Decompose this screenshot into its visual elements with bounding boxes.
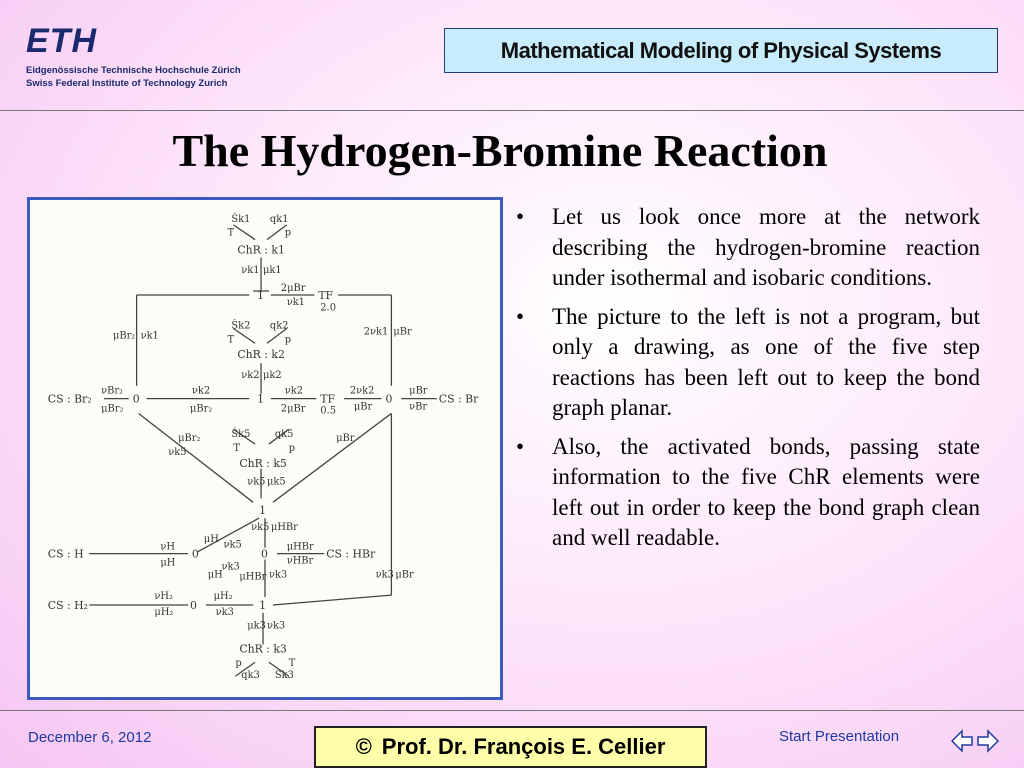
next-arrow-icon[interactable] <box>978 731 998 751</box>
label-mu-br2-diag: μBr₂ <box>178 433 201 445</box>
bullet-list <box>510 202 980 562</box>
label-cs-h2: CS : H₂ <box>47 598 88 612</box>
bullet-text: Also, the activated bonds, passing state information to the five ChR elements were left out in order to keep the bond graph clean and well readable. <box>552 433 980 550</box>
label-mu-hbr-k3: μHBr <box>239 571 267 583</box>
label-tf-mid: TF <box>320 392 336 406</box>
label-nu-k2: νk2 <box>241 369 260 381</box>
label-nu-k5: νk5 <box>247 476 266 488</box>
bullet-dot: • <box>516 303 525 329</box>
label-nu-k5-diag: νk5 <box>168 446 187 458</box>
label-q-k3: qk3 <box>241 670 260 682</box>
bond-graph-svg <box>30 200 500 697</box>
label-junction-zero-h: 0 <box>191 547 199 561</box>
label-chr-k5: ChR : k5 <box>239 456 287 470</box>
label-p-k3: p <box>235 658 242 670</box>
label-nu-k3-mid: νk3 <box>215 606 234 618</box>
label-nu-k2-mid2: νk2 <box>284 385 303 397</box>
label-mu-br2-left: μBr₂ <box>112 330 136 342</box>
label-p-k5: p <box>288 442 296 454</box>
label-s-k2: Ṡk2 <box>231 320 251 332</box>
course-title: Mathematical Modeling of Physical Systems <box>500 37 942 63</box>
bullet-item <box>510 302 980 424</box>
bullet-text: Let us look once more at the network describing the hydrogen-bromine reaction under isothermal and isobaric conditions. <box>552 204 980 290</box>
label-q-k5: qk5 <box>274 429 294 441</box>
navigation-arrows <box>950 727 1000 755</box>
label-two-mu-br-top: 2μBr <box>280 283 306 295</box>
label-nu-k1-top: νk1 <box>286 296 305 308</box>
top-divider <box>0 110 1024 111</box>
eth-logo <box>26 24 266 94</box>
label-cs-br2: CS : Br₂ <box>47 392 92 406</box>
course-title-box <box>444 28 998 73</box>
label-junction-zero-h2: 0 <box>189 598 197 612</box>
label-nu-k1: νk1 <box>241 265 260 277</box>
label-s-k1: Ṡk1 <box>231 213 251 225</box>
label-chr-k3: ChR : k3 <box>239 642 287 656</box>
label-mu-h: μH <box>160 557 176 569</box>
label-nu-k3-low: νk3 <box>221 561 240 573</box>
bond-graph-diagram <box>27 197 503 700</box>
label-mu-br-mid: μBr <box>353 401 373 413</box>
label-cs-h: CS : H <box>47 547 84 561</box>
label-tf-top-ratio: 2.0 <box>320 302 336 314</box>
label-mu-k5: μk5 <box>266 476 286 488</box>
label-chr-k2: ChR : k2 <box>237 348 285 362</box>
label-tf-top: TF <box>318 288 334 302</box>
eth-logo-line-german: Eidgenössische Technische Hochschule Zürich <box>26 65 241 76</box>
bullet-item <box>510 202 980 294</box>
label-nu-k3-right: νk3 <box>268 569 288 581</box>
slide-title: The Hydrogen-Bromine Reaction <box>172 125 828 176</box>
bullet-dot: • <box>516 433 525 459</box>
label-nu-k3-far: νk3 <box>375 569 394 581</box>
label-nu-k3: νk3 <box>266 620 286 632</box>
label-nu-br2-mid: νBr₂ <box>101 385 123 397</box>
label-s-k3: Ṡk3 <box>274 670 294 682</box>
label-q-k1: qk1 <box>269 213 289 225</box>
label-two-nu-k2: 2νk2 <box>349 385 375 397</box>
label-mu-h2-mid: μH₂ <box>213 591 233 603</box>
label-junction-zero-left: 0 <box>132 392 140 406</box>
footer-date: December 6, 2012 <box>28 729 152 746</box>
label-junction-one-k5: 1 <box>259 504 266 518</box>
label-nu-k1-left: νk1 <box>140 330 159 342</box>
label-t-k1: T <box>227 227 235 239</box>
label-p-k2: p <box>284 334 292 346</box>
label-nu-k5-low: νk5 <box>251 521 270 533</box>
label-s-k5: Ṡk5 <box>231 429 251 441</box>
start-presentation-link[interactable]: Start Presentation <box>779 728 900 745</box>
label-t-k2: T <box>227 334 235 346</box>
label-mu-h2: μH₂ <box>154 606 174 618</box>
label-t-k5: T <box>233 442 240 454</box>
bullet-text: The picture to the left is not a program, but only a drawing, as one of the five step reactions has been left out to keep the bond graph planar. <box>552 303 980 420</box>
label-mu-h-diag: μH <box>203 533 219 545</box>
label-mu-hbr-low: μHBr <box>270 521 298 533</box>
navigation-arrows-svg <box>950 727 1000 755</box>
label-chr-k1: ChR : k1 <box>237 243 285 257</box>
label-tf-mid-ratio: 0.5 <box>320 405 336 417</box>
eth-logo-line-english: Swiss Federal Institute of Technology Zurich <box>26 78 228 89</box>
label-junction-one-top: 1 <box>257 288 265 302</box>
label-mu-br-right2: μBr <box>409 385 428 397</box>
label-two-mu-br-mid: 2μBr <box>280 403 306 415</box>
label-mu-k1: μk1 <box>263 265 282 277</box>
label-junction-zero-hbr: 0 <box>261 547 268 561</box>
label-mu-h-low: μH <box>207 569 223 581</box>
label-nu-k5-diag2: νk5 <box>223 539 242 551</box>
label-mu-br2-mid2: μBr₂ <box>189 403 213 415</box>
previous-arrow-icon[interactable] <box>952 731 972 751</box>
label-mu-k2: μk2 <box>263 369 282 381</box>
label-mu-br2-mid: μBr₂ <box>101 403 124 415</box>
label-mu-k3: μk3 <box>247 620 266 632</box>
label-junction-zero-right: 0 <box>385 392 393 406</box>
label-junction-one-k3: 1 <box>259 598 266 612</box>
label-mu-br-far: μBr <box>395 569 414 581</box>
label-cs-hbr: CS : HBr <box>326 547 376 561</box>
label-two-nu-k1-right: 2νk1 <box>363 326 389 338</box>
label-p-k1: p <box>284 227 292 239</box>
label-nu-h: νH <box>160 541 175 553</box>
label-junction-one-mid: 1 <box>257 392 265 406</box>
label-t-k3: T <box>288 658 296 670</box>
label-mu-br-diag: μBr <box>336 433 355 445</box>
bottom-divider <box>0 710 1024 711</box>
eth-logo-mark: ETH <box>26 22 97 60</box>
label-q-k2: qk2 <box>269 320 289 332</box>
author-box <box>314 726 707 768</box>
bullet-item <box>510 432 980 554</box>
label-mu-hbr: μHBr <box>286 541 314 553</box>
bullet-dot: • <box>516 204 525 229</box>
label-nu-hbr: νHBr <box>286 555 314 567</box>
label-cs-br: CS : Br <box>438 392 479 406</box>
label-nu-k2-mid: νk2 <box>191 385 211 397</box>
bond-graph-labels <box>48 213 479 681</box>
label-nu-br-right: νBr <box>409 401 428 413</box>
copyright-symbol: © <box>355 734 372 759</box>
label-nu-h2: νH₂ <box>154 591 173 603</box>
label-mu-br-right: μBr <box>393 326 412 338</box>
author-name: Prof. Dr. François E. Cellier <box>381 734 666 759</box>
